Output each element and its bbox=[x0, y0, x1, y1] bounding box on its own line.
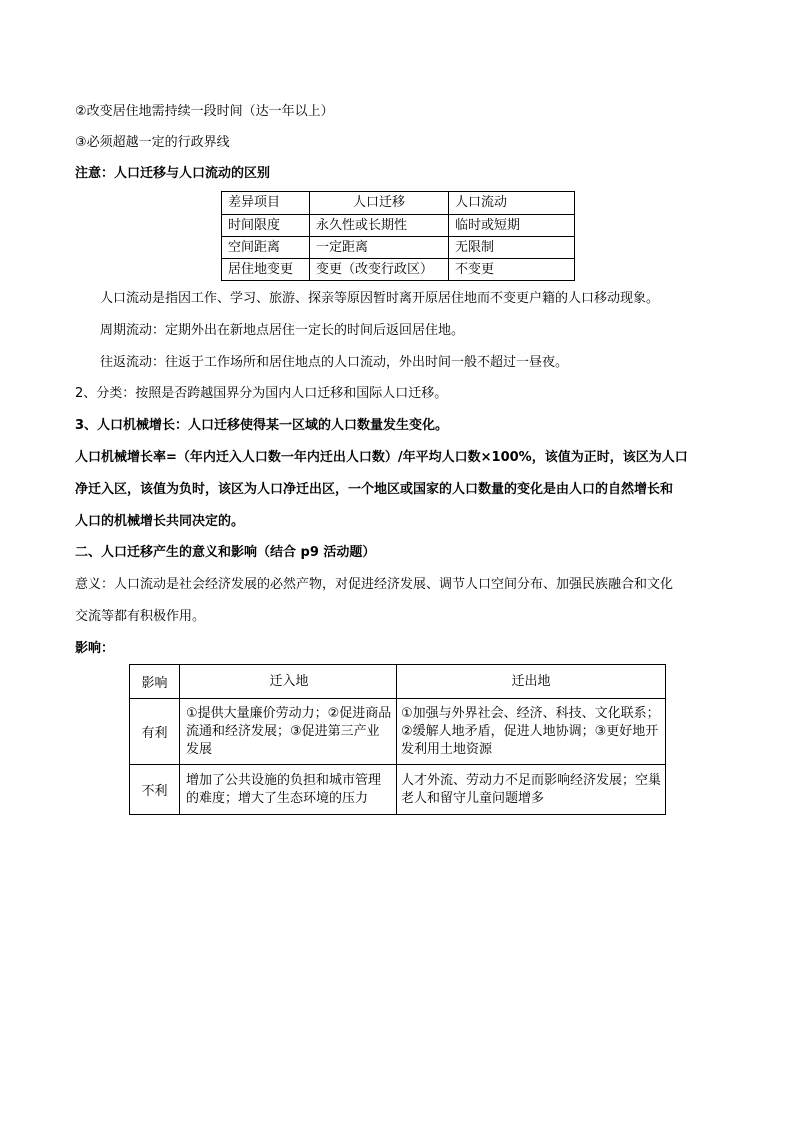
table-row bbox=[130, 765, 666, 815]
table-header: 影响 bbox=[130, 665, 180, 699]
table-cell: 永久性或长期性 bbox=[310, 215, 449, 237]
impact-table bbox=[129, 664, 666, 815]
table-cell: 有利 bbox=[130, 699, 180, 765]
formula-line-3: 人口的机械增长共同决定的。 bbox=[75, 514, 245, 529]
formula-line-1: 人口机械增长率=（年内迁入人口数一年内迁出人口数）/年平均人口数×100%，该值为正时，该区为人口 bbox=[75, 450, 688, 465]
classification: 2、分类：按照是否跨越国界分为国内人口迁移和国际人口迁移。 bbox=[75, 386, 448, 401]
table-row bbox=[222, 259, 575, 281]
condition-3: ③必须超越一定的行政界线 bbox=[75, 135, 230, 150]
table-cell: 空间距离 bbox=[222, 237, 310, 259]
flow-definition: 人口流动是指因工作、学习、旅游、探亲等原因暂时离开原居住地而不变更户籍的人口移动现象。 bbox=[100, 291, 660, 306]
condition-2: ②改变居住地需持续一段时间（达一年以上） bbox=[75, 104, 334, 119]
table-header: 迁入地 bbox=[180, 665, 397, 699]
table-cell: 一定距离 bbox=[310, 237, 449, 259]
migration-vs-flow-table bbox=[221, 191, 575, 281]
periodic-flow: 周期流动：定期外出在新地点居住一定长的时间后返回居住地。 bbox=[100, 323, 465, 338]
mechanical-growth-heading: 3、人口机械增长：人口迁移使得某一区域的人口数量发生变化。 bbox=[75, 418, 449, 433]
note-heading: 注意：人口迁移与人口流动的区别 bbox=[75, 166, 271, 181]
table-header: 人口流动 bbox=[449, 192, 575, 215]
table-cell: 变更（改变行政区） bbox=[310, 259, 449, 281]
table-header-row bbox=[222, 192, 575, 215]
table-cell: 居住地变更 bbox=[222, 259, 310, 281]
table-cell: ①提供大量廉价劳动力；②促进商品流通和经济发展；③促进第三产业发展 bbox=[180, 699, 397, 765]
table-row bbox=[222, 237, 575, 259]
table-cell: 人才外流、劳动力不足而影响经济发展；空巢老人和留守儿童问题增多 bbox=[397, 765, 666, 815]
table-cell: 增加了公共设施的负担和城市管理的难度；增大了生态环境的压力 bbox=[180, 765, 397, 815]
table-header: 迁出地 bbox=[397, 665, 666, 699]
table-row bbox=[130, 699, 666, 765]
table-cell: 不利 bbox=[130, 765, 180, 815]
commuting-flow: 往返流动：往返于工作场所和居住地点的人口流动，外出时间一般不超过一昼夜。 bbox=[100, 355, 569, 370]
table-cell: 不变更 bbox=[449, 259, 575, 281]
significance-line-2: 交流等都有积极作用。 bbox=[75, 609, 206, 624]
table-header-row bbox=[130, 665, 666, 699]
table-cell: 临时或短期 bbox=[449, 215, 575, 237]
table-row bbox=[222, 215, 575, 237]
impact-label: 影响： bbox=[75, 641, 115, 656]
table-cell: ①加强与外界社会、经济、科技、文化联系；②缓解人地矛盾，促进人地协调；③更好地开发利用土地资源 bbox=[397, 699, 666, 765]
table-header: 人口迁移 bbox=[310, 192, 449, 215]
table-cell: 时间限度 bbox=[222, 215, 310, 237]
significance-line-1: 意义：人口流动是社会经济发展的必然产物，对促进经济发展、调节人口空间分布、加强民族融合和文化 bbox=[75, 577, 674, 592]
formula-line-2: 净迁入区，该值为负时，该区为人口净迁出区，一个地区或国家的人口数量的变化是由人口的自然增长和 bbox=[75, 482, 674, 497]
table-cell: 无限制 bbox=[449, 237, 575, 259]
section-two-heading: 二、人口迁移产生的意义和影响（结合 p9 活动题） bbox=[75, 545, 376, 560]
table-header: 差异项目 bbox=[222, 192, 310, 215]
